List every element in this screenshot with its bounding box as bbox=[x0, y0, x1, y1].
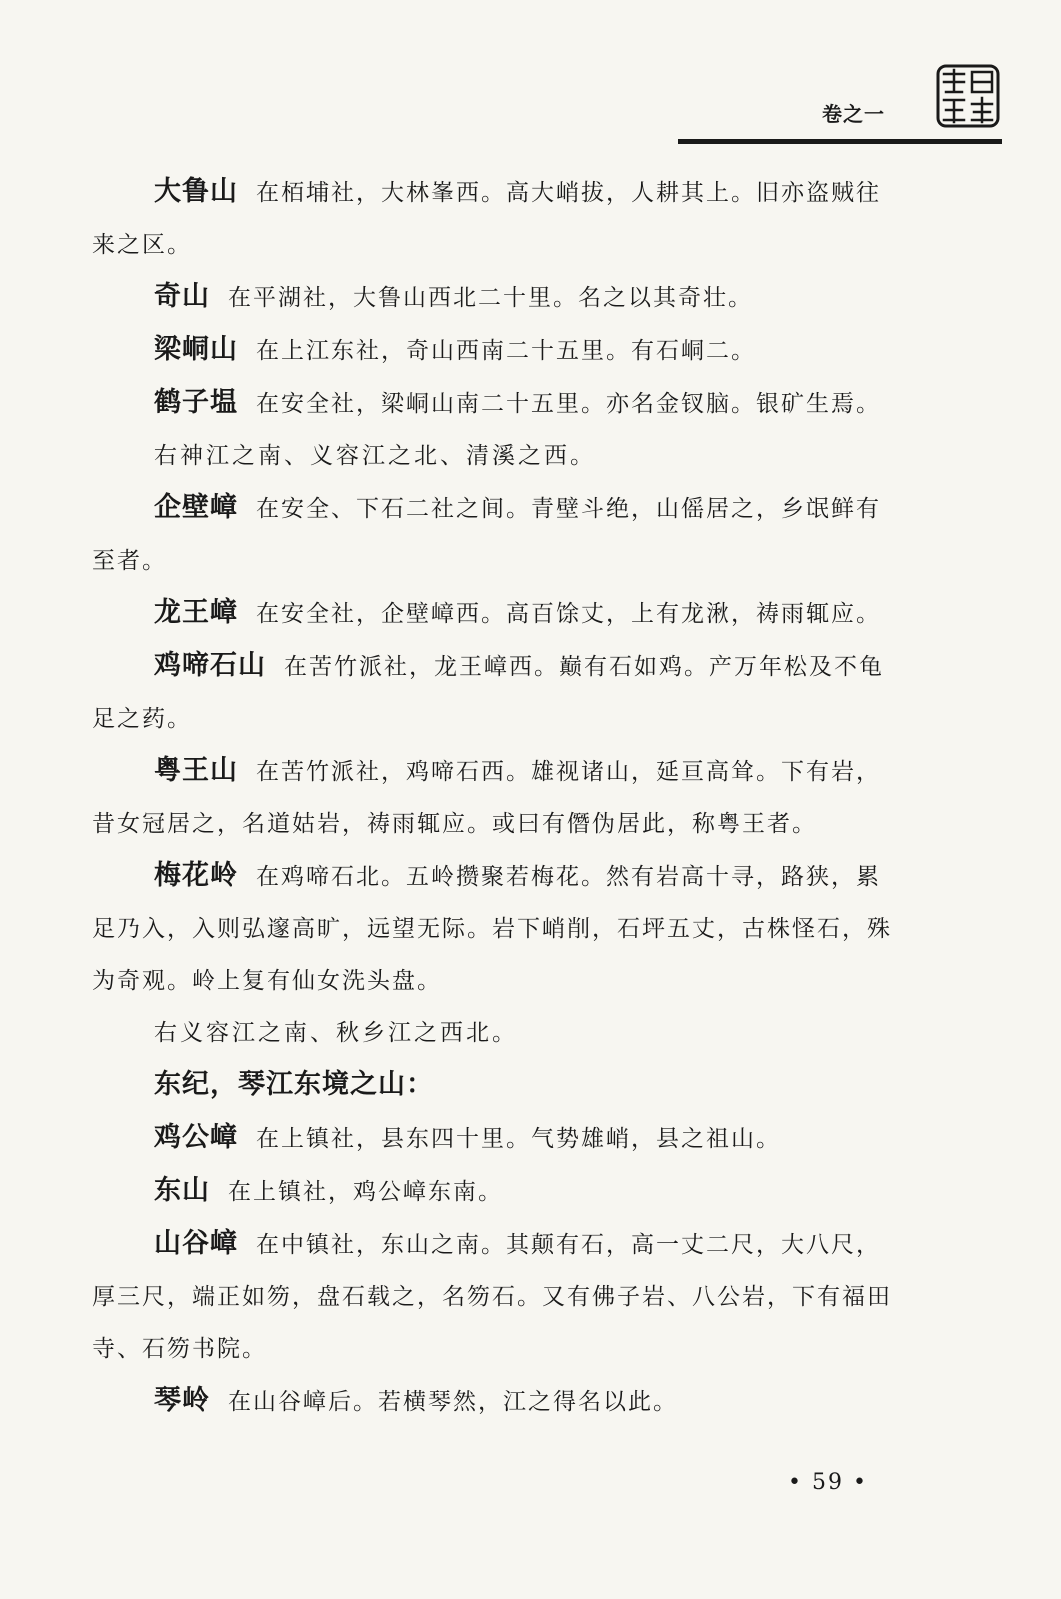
section-title: 东纪，琴江东境之山： bbox=[154, 1069, 434, 1100]
header-rule bbox=[678, 139, 1002, 144]
summary-note bbox=[92, 1007, 904, 1059]
entry-text: 在中镇社，东山之南。其颠有石，高一丈二尺，大八尺，厚三尺，端正如笏，盘石载之，名笏石。又有佛子岩、八公岩，下有福田寺、石笏书院。 bbox=[92, 1232, 892, 1362]
entry-heading: 龙王嶂 bbox=[154, 597, 238, 628]
seal-stamp bbox=[936, 64, 1000, 128]
entry-paragraph bbox=[92, 587, 904, 640]
entry-paragraph bbox=[92, 1112, 904, 1165]
entry-text: 在山谷嶂后。若横琴然，江之得名以此。 bbox=[228, 1389, 678, 1415]
entry-text: 在安全社，企壁嶂西。高百馀丈，上有龙湫，祷雨辄应。 bbox=[256, 601, 881, 627]
entry-heading: 梅花岭 bbox=[154, 860, 238, 891]
entry-paragraph bbox=[92, 324, 904, 377]
entry-text: 在安全、下石二社之间。青壁斗绝，山傜居之，乡氓鲜有至者。 bbox=[92, 496, 881, 574]
entry-heading: 企壁嶂 bbox=[154, 492, 238, 523]
entry-text: 在上镇社，鸡公嶂东南。 bbox=[228, 1179, 503, 1205]
chapter-title: 卷之一 bbox=[822, 102, 885, 126]
entry-heading: 奇山 bbox=[154, 281, 210, 312]
entry-heading: 粤王山 bbox=[154, 755, 238, 786]
entry-text: 在安全社，梁峒山南二十五里。亦名金钗脑。银矿生焉。 bbox=[256, 391, 881, 417]
entry-text: 在苦竹派社，龙王嶂西。巅有石如鸡。产万年松及不龟足之药。 bbox=[92, 654, 884, 732]
entry-heading: 山谷嶂 bbox=[154, 1228, 238, 1259]
entry-paragraph bbox=[92, 1218, 904, 1375]
entry-heading: 东山 bbox=[154, 1175, 210, 1206]
entry-paragraph bbox=[92, 377, 904, 430]
note-text: 右神江之南、义容江之北、清溪之西。 bbox=[154, 443, 596, 469]
entry-text: 在平湖社，大鲁山西北二十里。名之以其奇壮。 bbox=[228, 285, 753, 311]
entry-heading: 大鲁山 bbox=[154, 176, 238, 207]
entry-text: 在栢埔社，大林峯西。高大峭拔，人耕其上。旧亦盗贼往来之区。 bbox=[92, 180, 881, 258]
summary-note bbox=[92, 430, 904, 482]
entry-paragraph bbox=[92, 640, 904, 745]
entry-text: 在鸡啼石北。五岭攒聚若梅花。然有岩高十寻，路狭，累足乃入，入则弘邃高旷，远望无际。岩下峭削，石坪五丈，古株怪石，殊为奇观。岭上复有仙女洗头盘。 bbox=[92, 864, 892, 994]
entry-heading: 鸡啼石山 bbox=[154, 650, 266, 681]
note-text: 右义容江之南、秋乡江之西北。 bbox=[154, 1020, 518, 1046]
entry-paragraph bbox=[92, 850, 904, 1007]
entry-paragraph bbox=[92, 482, 904, 587]
entry-paragraph bbox=[92, 166, 904, 271]
entry-heading: 鹤子塭 bbox=[154, 387, 238, 418]
entry-paragraph bbox=[92, 745, 904, 850]
entry-text: 在上江东社，奇山西南二十五里。有石峒二。 bbox=[256, 338, 756, 364]
entry-paragraph bbox=[92, 1165, 904, 1218]
page-number: • 59 • bbox=[788, 1470, 868, 1495]
section-heading bbox=[92, 1059, 904, 1112]
entry-heading: 梁峒山 bbox=[154, 334, 238, 365]
entry-heading: 琴岭 bbox=[154, 1385, 210, 1416]
entry-paragraph bbox=[92, 271, 904, 324]
page-body bbox=[92, 166, 904, 1428]
entry-paragraph bbox=[92, 1375, 904, 1428]
entry-text: 在苦竹派社，鸡啼石西。雄视诸山，延亘高耸。下有岩，昔女冠居之，名道姑岩，祷雨辄应。或曰有僭伪居此，称粤王者。 bbox=[92, 759, 881, 837]
entry-heading: 鸡公嶂 bbox=[154, 1122, 238, 1153]
entry-text: 在上镇社，县东四十里。气势雄峭，县之祖山。 bbox=[256, 1126, 781, 1152]
